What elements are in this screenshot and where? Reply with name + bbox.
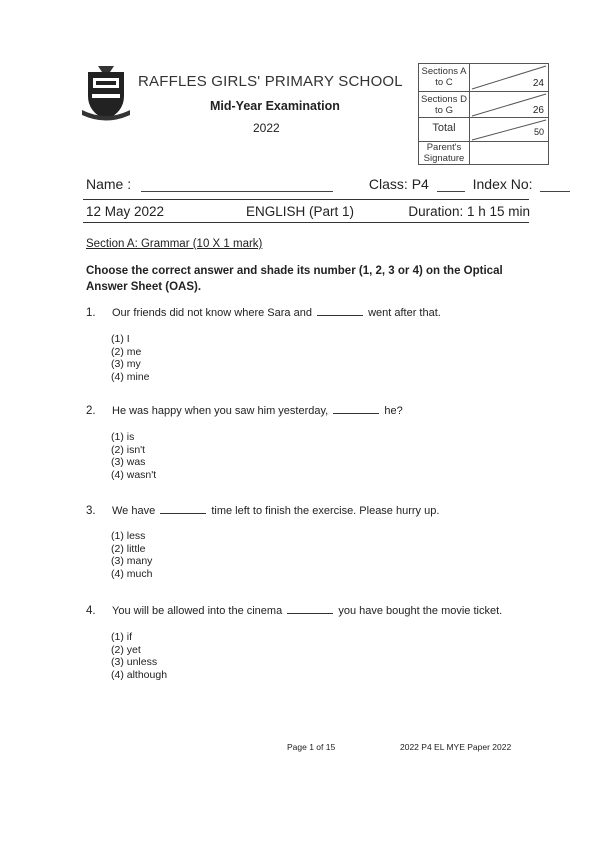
exam-year: 2022 [253,121,280,135]
question-text-before: He was happy when you saw him yesterday, [112,405,329,417]
class-label: Class: P4 [368,176,429,192]
score-table [418,63,549,165]
answer-blank [317,315,363,316]
exam-date: 12 May 2022 [86,204,165,219]
option: (4) mine [111,370,150,383]
divider-line [83,222,529,223]
option-list [111,333,150,383]
option: (3) my [111,358,141,370]
school-name: RAFFLES GIRLS' PRIMARY SCHOOL [138,73,403,90]
question-text-before: You will be allowed into the cinema [112,605,283,617]
option-list [111,431,156,481]
question-text-after: went after that. [368,307,441,319]
page-number: Page 1 of 15 [287,742,336,752]
score-row-sections-a-c [419,64,548,91]
question-text [112,405,403,417]
paper-duration: Duration: 1 h 15 min [408,204,530,219]
score-label: Parent's Signature [419,142,470,165]
score-label: Sections D to G [419,92,470,118]
option: (1) if [111,631,132,643]
paper-subject: ENGLISH (Part 1) [246,204,355,219]
score-row-sections-d-g [419,91,548,118]
option: (2) me [111,345,142,358]
question-text-after: time left to finish the exercise. Please hurry up. [211,505,440,517]
exam-title: Mid-Year Examination [210,99,340,113]
option: (4) wasn't [111,468,157,481]
answer-blank [333,413,379,414]
option: (4) much [111,567,153,580]
question-number: 1. [86,307,96,319]
question-text-before: We have [112,505,156,517]
option: (4) although [111,668,168,681]
score-value: 50 [533,127,544,137]
question-number: 4. [86,605,96,617]
score-value: 26 [532,105,544,116]
divider-line [83,199,529,200]
question-text-before: Our friends did not know where Sara and [112,307,312,319]
answer-blank [160,513,206,514]
score-label: Sections A to C [419,64,470,91]
question-number: 3. [86,505,96,517]
section-title: Section A: Grammar (10 X 1 mark) [86,238,263,250]
student-info-line [86,176,570,192]
option-list [111,631,167,681]
score-value: 24 [532,78,544,89]
option: (1) is [111,431,135,443]
question-text-after: he? [384,405,403,417]
option: (2) isn't [111,443,146,456]
score-row-total [419,117,548,142]
paper-code: 2022 P4 EL MYE Paper 2022 [400,742,512,752]
option: (2) yet [111,643,141,656]
name-label: Name : [86,176,132,192]
class-blank [437,191,465,192]
option: (3) unless [111,656,158,668]
question-number: 2. [86,405,96,417]
option: (1) less [111,530,146,542]
section-instruction: Choose the correct answer and shade its number (1, 2, 3 or 4) on the Optical Answer Sheet (OAS). [86,265,503,293]
school-crest-logo [80,66,132,124]
question-text [112,605,502,617]
index-blank [540,191,570,192]
question-text [112,307,441,319]
name-blank [141,191,333,192]
option: (2) little [111,542,146,555]
index-label: Index No: [472,176,533,192]
option: (3) many [111,555,153,567]
score-row-parent-signature [419,141,548,165]
score-label: Total [419,118,470,142]
question-text [112,505,439,517]
answer-blank [287,613,333,614]
option: (3) was [111,456,146,468]
option-list [111,530,152,580]
question-text-after: you have bought the movie ticket. [338,605,503,617]
option: (1) I [111,333,130,345]
